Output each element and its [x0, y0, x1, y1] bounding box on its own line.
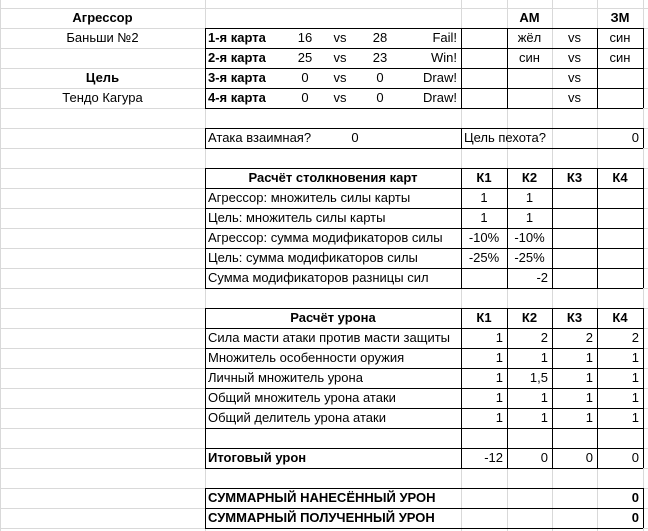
collision-cell[interactable]: 1 [525, 210, 534, 225]
map-target-value[interactable]: 23 [372, 50, 388, 65]
map-vs2: vs [568, 30, 581, 45]
map-aggressor-value[interactable]: 0 [301, 90, 309, 105]
mutual-attack-value[interactable]: 0 [351, 130, 359, 145]
mutual-attack-label: Атака взаимная? [208, 130, 312, 145]
map-am[interactable] [507, 88, 552, 108]
map-label: 2-я карта [208, 50, 266, 65]
collision-header-k3: К3 [566, 170, 583, 185]
map-aggressor-value[interactable]: 16 [297, 30, 313, 45]
damage-cell[interactable]: 1 [631, 410, 639, 425]
damage-cell[interactable]: 1 [540, 410, 548, 425]
collision-header-k2: К2 [521, 170, 538, 185]
collision-cell[interactable]: -10% [514, 230, 545, 245]
total-damage-cell[interactable]: 0 [540, 450, 548, 465]
collision-cell[interactable] [597, 248, 643, 268]
map-am[interactable]: син [519, 50, 540, 65]
collision-cell[interactable] [597, 208, 643, 228]
damage-header-k4: К4 [612, 310, 628, 325]
target-infantry-value[interactable]: 0 [631, 130, 639, 145]
collision-cell[interactable] [552, 208, 597, 228]
map-vs: vs [333, 90, 347, 105]
map-aggressor-value[interactable]: 25 [297, 50, 313, 65]
collision-cell[interactable] [552, 188, 597, 208]
collision-cell[interactable] [552, 228, 597, 248]
damage-cell[interactable]: 1,5 [529, 370, 548, 385]
map-result: Draw! [423, 70, 457, 85]
collision-header-k4: К4 [612, 170, 628, 185]
damage-row-label: Общий множитель урона атаки [208, 390, 396, 405]
damage-row-label: Личный множитель урона [208, 370, 363, 385]
map-result: Win! [431, 50, 457, 65]
map-vs: vs [333, 30, 347, 45]
map-vs2: vs [568, 70, 581, 85]
total-damage-cell[interactable]: 0 [631, 450, 639, 465]
damage-cell[interactable]: 1 [495, 350, 503, 365]
map-result: Fail! [432, 30, 457, 45]
collision-cell[interactable]: -25% [514, 250, 545, 265]
total-damage-cell[interactable]: 0 [585, 450, 593, 465]
map-label: 3-я карта [208, 70, 266, 85]
damage-cell[interactable]: 1 [495, 330, 503, 345]
damage-cell[interactable]: 2 [540, 330, 548, 345]
collision-cell[interactable]: 1 [480, 190, 488, 205]
summary-received-label: СУММАРНЫЙ ПОЛУЧЕННЫЙ УРОН [208, 510, 435, 525]
map-aggressor-value[interactable]: 0 [301, 70, 309, 85]
target-name[interactable]: Тендо Кагура [62, 90, 143, 105]
map-zm[interactable]: син [609, 50, 631, 65]
damage-cell[interactable]: 1 [631, 390, 639, 405]
collision-cell[interactable]: -10% [468, 230, 500, 245]
map-vs2: vs [568, 90, 581, 105]
collision-row-label: Агрессор: сумма модификаторов силы [208, 230, 443, 245]
summary-received-value[interactable]: 0 [631, 510, 639, 525]
map-zm[interactable]: син [609, 30, 631, 45]
map-am[interactable]: жёл [517, 30, 542, 45]
map-target-value[interactable]: 0 [376, 90, 384, 105]
damage-title: Расчёт урона [290, 310, 376, 325]
collision-cell[interactable] [552, 248, 597, 268]
map-zm[interactable] [597, 88, 643, 108]
map-target-value[interactable]: 28 [372, 30, 388, 45]
collision-cell[interactable] [597, 228, 643, 248]
collision-row-label: Агрессор: множитель силы карты [208, 190, 411, 205]
collision-cell[interactable]: -25% [468, 250, 500, 265]
collision-cell[interactable] [461, 268, 507, 288]
damage-cell[interactable]: 1 [495, 390, 503, 405]
aggressor-name[interactable]: Баньши №2 [66, 30, 139, 45]
collision-cell[interactable]: -2 [536, 270, 548, 285]
damage-row-label: Общий делитель урона атаки [208, 410, 386, 425]
map-label: 1-я карта [208, 30, 266, 45]
collision-header-k1: К1 [476, 170, 492, 185]
collision-cell[interactable]: 1 [525, 190, 534, 205]
collision-cell[interactable] [552, 268, 597, 288]
map-am[interactable] [507, 68, 552, 88]
collision-row-label: Цель: сумма модификаторов силы [208, 250, 418, 265]
collision-cell[interactable] [597, 268, 643, 288]
total-damage-label: Итоговый урон [208, 450, 307, 465]
damage-cell[interactable]: 1 [495, 410, 503, 425]
map-vs: vs [333, 70, 347, 85]
damage-cell[interactable]: 1 [585, 370, 593, 385]
collision-title: Расчёт столкновения карт [248, 170, 418, 185]
damage-cell[interactable]: 1 [540, 390, 548, 405]
collision-row-label: Сумма модификаторов разницы сил [208, 270, 429, 285]
collision-row-label: Цель: множитель силы карты [208, 210, 386, 225]
damage-cell[interactable]: 1 [585, 410, 593, 425]
damage-cell[interactable]: 2 [631, 330, 639, 345]
target-label: Цель [85, 70, 120, 85]
target-infantry-label: Цель пехота? [464, 130, 546, 145]
map-zm[interactable] [597, 68, 643, 88]
map-vs: vs [333, 50, 347, 65]
damage-cell[interactable]: 1 [585, 390, 593, 405]
zm-header: ЗМ [610, 10, 630, 25]
damage-header-k1: К1 [476, 310, 492, 325]
collision-cell[interactable] [597, 188, 643, 208]
damage-row-label: Сила масти атаки против масти защиты [208, 330, 451, 345]
map-result: Draw! [423, 90, 457, 105]
total-damage-cell[interactable]: -12 [484, 450, 503, 465]
damage-header-k2: К2 [521, 310, 538, 325]
damage-cell[interactable]: 1 [585, 350, 593, 365]
aggressor-label: Агрессор [72, 10, 133, 25]
damage-cell[interactable]: 1 [631, 350, 639, 365]
map-vs2: vs [568, 50, 581, 65]
damage-cell[interactable]: 1 [495, 370, 503, 385]
collision-cell[interactable]: 1 [480, 210, 488, 225]
map-target-value[interactable]: 0 [376, 70, 384, 85]
damage-row-label: Множитель особенности оружия [208, 350, 405, 365]
map-label: 4-я карта [208, 90, 266, 105]
damage-cell[interactable]: 1 [540, 350, 548, 365]
damage-cell[interactable]: 1 [631, 370, 639, 385]
damage-cell[interactable]: 2 [585, 330, 593, 345]
am-header: АМ [519, 10, 540, 25]
damage-header-k3: К3 [566, 310, 583, 325]
summary-dealt-value[interactable]: 0 [631, 490, 639, 505]
summary-dealt-label: СУММАРНЫЙ НАНЕСЁННЫЙ УРОН [208, 490, 436, 505]
